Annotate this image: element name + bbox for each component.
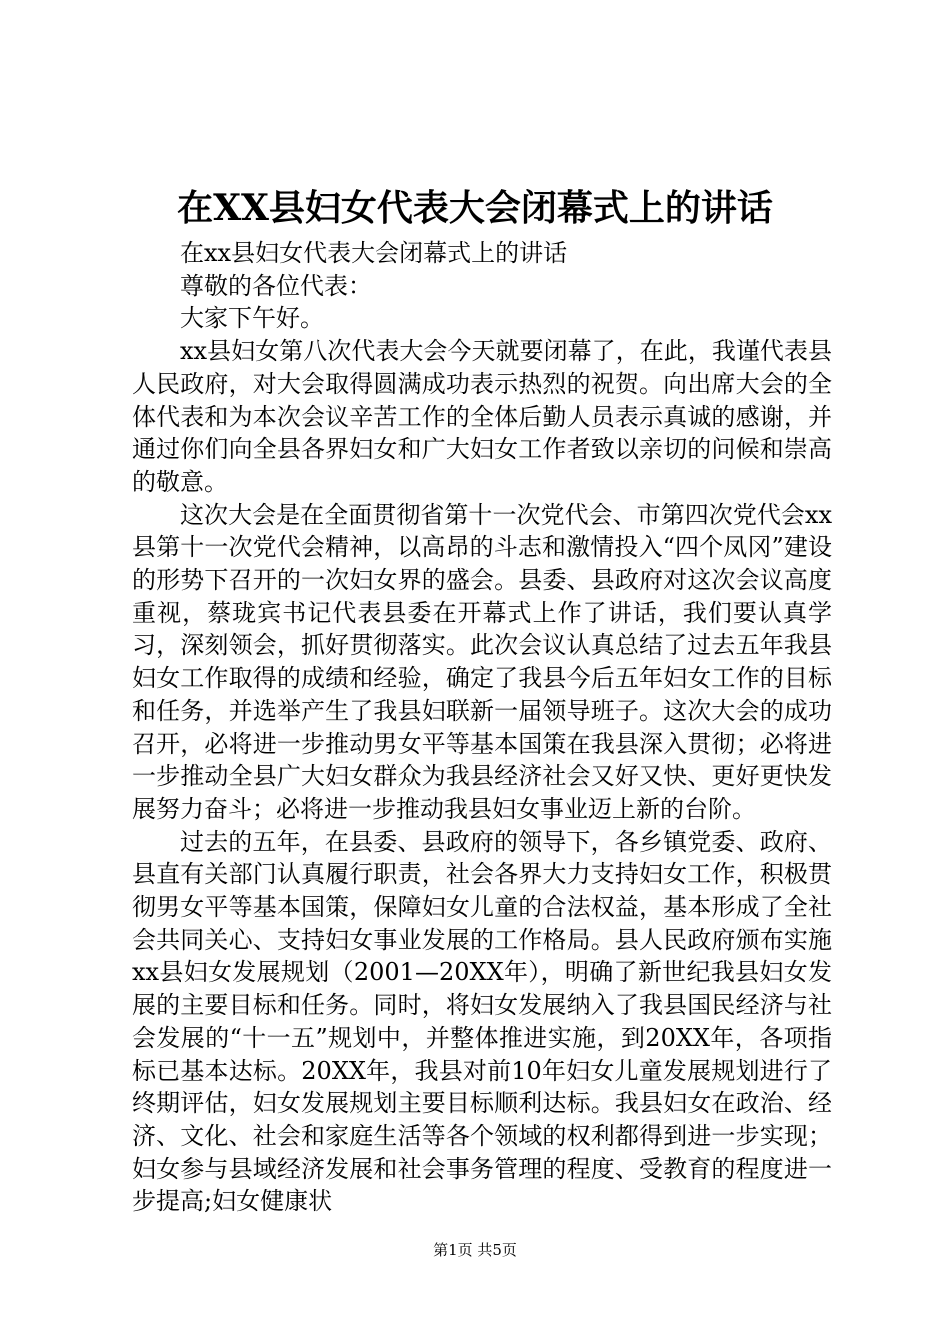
body-paragraph: 尊敬的各位代表： xyxy=(180,271,372,300)
document-body xyxy=(132,237,832,1218)
page-number-footer: 第1页 共5页 xyxy=(433,1241,517,1259)
body-paragraph: 过去的五年，在县委、县政府的领导下，各乡镇党委、政府、县直有关部门认真履行职责，社会各界大力支持妇女工作，积极贯彻男女平等基本国策，保障妇女儿童的合法权益，基本形成了全社会共同关心、支持妇女事业发展的工作格局。县人民政府颁布实施xx县妇女发展规划（2001—20XX年），明确了新世纪我县妇女发展的主要目标和任务。同时，将妇女发展纳入了我县国民经济与社会发展的“十一五”规划中，并整体推进实施，到20XX年，各项指标已基本达标。20XX年，我县对前10年妇女儿童发展规划进行了终期评估，妇女发展规划主要目标顺利达标。我县妇女在政治、经济、文化、社会和家庭生活等各个领域的权利都得到进一步实现；妇女参与县域经济发展和社会事务管理的程度、受教育的程度进一步提高;妇女健康状 xyxy=(132,827,832,1216)
body-paragraph: 这次大会是在全面贯彻省第十一次党代会、市第四次党代会xx县第十一次党代会精神，以高昂的斗志和激情投入“四个凤冈”建设的形势下召开的一次妇女界的盛会。县委、县政府对这次会议高度重视，蔡珑宾书记代表县委在开幕式上作了讲话，我们要认真学习，深刻领会，抓好贯彻落实。此次会议认真总结了过去五年我县妇女工作取得的成绩和经验，确定了我县今后五年妇女工作的目标和任务，并选举产生了我县妇联新一届领导班子。这次大会的成功召开，必将进一步推动男女平等基本国策在我县深入贯彻；必将进一步推动全县广大妇女群众为我县经济社会又好又快、更好更快发展努力奋斗；必将进一步推动我县妇女事业迈上新的台阶。 xyxy=(132,500,832,823)
body-paragraph: xx县妇女第八次代表大会今天就要闭幕了，在此，我谨代表县人民政府，对大会取得圆满成功表示热烈的祝贺。向出席大会的全体代表和为本次会议辛苦工作的全体后勤人员表示真诚的感谢，并通过你们向全县各界妇女和广大妇女工作者致以亲切的问候和崇高的敬意。 xyxy=(132,337,832,496)
body-paragraph: 在xx县妇女代表大会闭幕式上的讲话 xyxy=(180,239,568,267)
body-paragraph: 大家下午好。 xyxy=(180,304,324,333)
document-title: 在XX县妇女代表大会闭幕式上的讲话 xyxy=(177,187,773,229)
